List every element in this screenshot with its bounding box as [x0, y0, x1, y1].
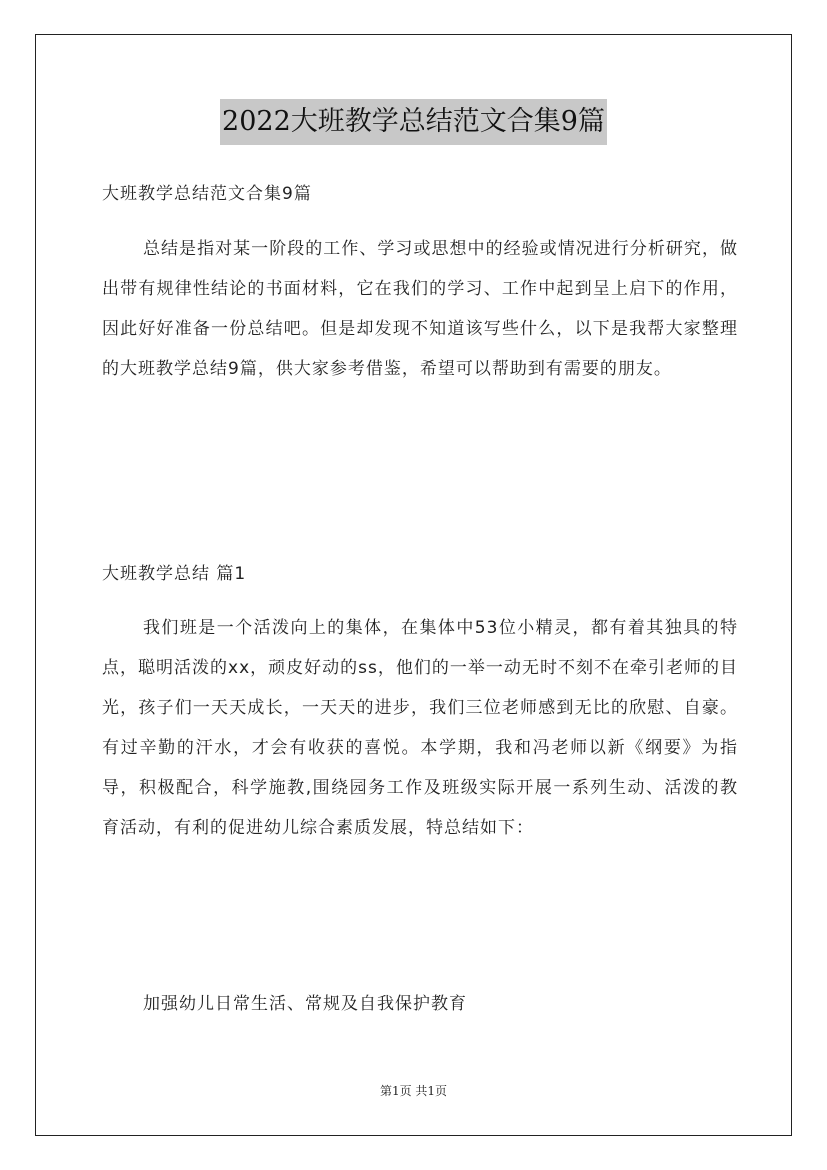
title-container — [0, 99, 827, 145]
document-title: 2022大班教学总结范文合集9篇 — [220, 99, 607, 145]
section-body-paragraph: 我们班是一个活泼向上的集体，在集体中53位小精灵，都有着其独具的特点，聪明活泼的xx，顽皮好动的ss，他们的一举一动无时不刻不在牵引老师的目光，孩子们一天天成长，一天天的进步，我们三位老师感到无比的欣慰、自豪。有过辛勤的汗水，才会有收获的喜悦。本学期，我和冯老师以新《纲要》为指导，积极配合，科学施教,围绕园务工作及班级实际开展一系列生动、活泼的教育活动，有利的促进幼儿综合素质发展，特总结如下： — [102, 618, 738, 838]
document-subtitle: 大班教学总结范文合集9篇 — [102, 184, 312, 204]
section-point: 加强幼儿日常生活、常规及自我保护教育 — [143, 994, 467, 1014]
page-footer: 第1页 共1页 — [379, 1084, 448, 1098]
section-heading: 大班教学总结 篇1 — [102, 564, 247, 584]
intro-paragraph: 总结是指对某一阶段的工作、学习或思想中的经验或情况进行分析研究，做出带有规律性结论的书面材料，它在我们的学习、工作中起到呈上启下的作用，因此好好准备一份总结吧。但是却发现不知道该写些什么，以下是我帮大家整理的大班教学总结9篇，供大家参考借鉴，希望可以帮助到有需要的朋友。 — [102, 239, 738, 379]
